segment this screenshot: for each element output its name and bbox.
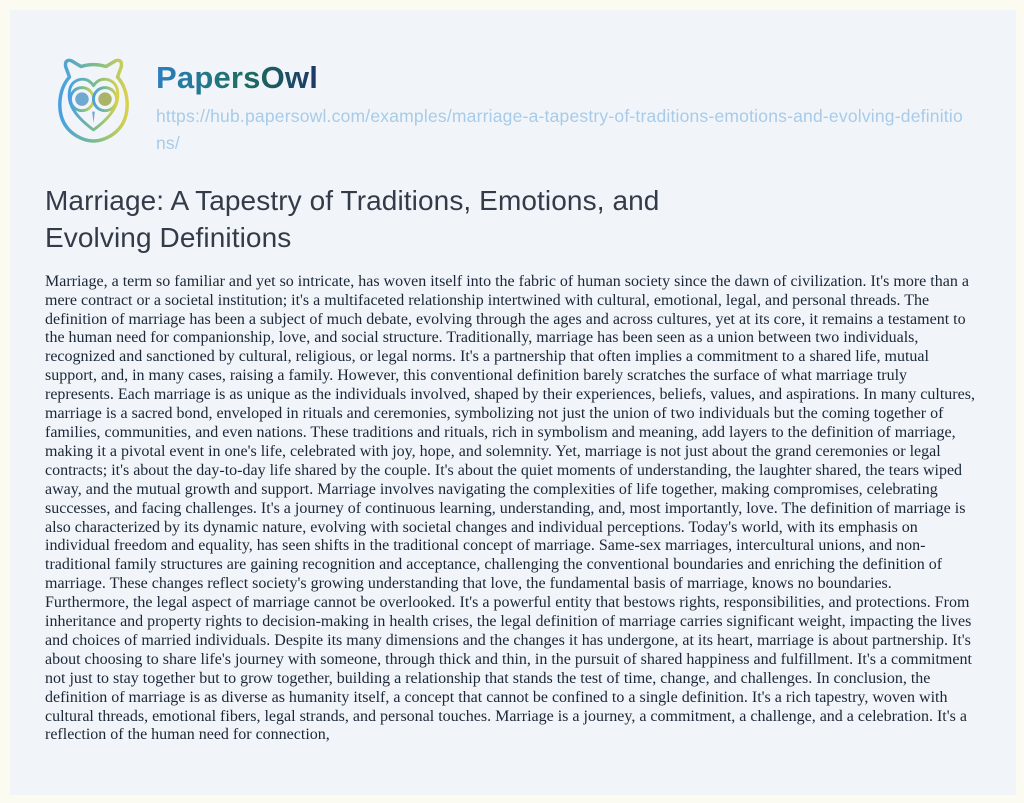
brand-name: PapersOwl (156, 60, 319, 95)
site-header (10, 10, 1016, 157)
essay-body-text: Marriage, a term so familiar and yet so intricate, has woven itself into the fabric of human society since the dawn of civilization. It's more than a mere contract or a societal institution; it's a multifaceted relationship intertwined with cultural, emotional, legal, and personal threads. The definition of marriage has been a subject of much debate, evolving through the ages and across cultures, yet at its core, it remains a testament to the human need for companionship, love, and social structure. Traditionally, marriage has been seen as a union between two individuals, recognized and sanctioned by cultural, religious, or legal norms. It's a partnership that often implies a commitment to a shared life, mutual support, and, in many cases, raising a family. However, this conventional definition barely scratches the surface of what marriage truly represents. Each marriage is as unique as the individuals involved, shaped by their experiences, beliefs, values, and aspirations. In many cultures, marriage is a sacred bond, enveloped in rituals and ceremonies, symbolizing not just the union of two individuals but the coming together of families, communities, and even nations. These traditions and rituals, rich in symbolism and meaning, add layers to the definition of marriage, making it a pivotal event in one's life, celebrated with joy, hope, and solemnity. Yet, marriage is not just about the grand ceremonies or legal contracts; it's about the day-to-day life shared by the couple. It's about the quiet moments of understanding, the laughter shared, the tears wiped away, and the mutual growth and support. Marriage involves navigating the complexities of life together, making compromises, celebrating successes, and facing challenges. It's a journey of continuous learning, understanding, and, most importantly, love. The definition of marriage is also characterized by its dynamic nature, evolving with societal changes and individual perceptions. Today's world, with its emphasis on individual freedom and equality, has seen shifts in the traditional concept of marriage. Same-sex marriages, intercultural unions, and non-traditional family structures are gaining recognition and acceptance, challenging the conventional boundaries and enriching the definition of marriage. These changes reflect society's growing understanding that love, the fundamental basis of marriage, knows no boundaries. Furthermore, the legal aspect of marriage cannot be overlooked. It's a powerful entity that bestows rights, responsibilities, and protections. From inheritance and property rights to decision-making in health crises, the legal definition of marriage carries significant weight, impacting the lives and choices of married individuals. Despite its many dimensions and the changes it has undergone, at its heart, marriage is about partnership. It's about choosing to share life's journey with someone, through thick and thin, in the pursuit of shared happiness and fulfillment. It's a commitment not just to stay together but to grow together, building a relationship that stands the test of time, change, and challenges. In conclusion, the definition of marriage is as diverse as humanity itself, a concept that cannot be confined to a single definition. It's a rich tapestry, woven with cultural threads, emotional fibers, legal strands, and personal touches. Marriage is a journey, a commitment, a challenge, and a celebration. It's a reflection of the human need for connection, (45, 272, 975, 744)
papersowl-logo (45, 54, 142, 152)
brand-block (156, 54, 968, 157)
page-title: Marriage: A Tapestry of Traditions, Emotions, and Evolving Definitions (45, 185, 660, 254)
owl-logo-icon (45, 54, 142, 152)
source-url-link[interactable]: https://hub.papersowl.com/examples/marriage-a-tapestry-of-traditions-emotions-and-evolving-definitions/ (156, 106, 963, 154)
page-panel (10, 10, 1016, 795)
